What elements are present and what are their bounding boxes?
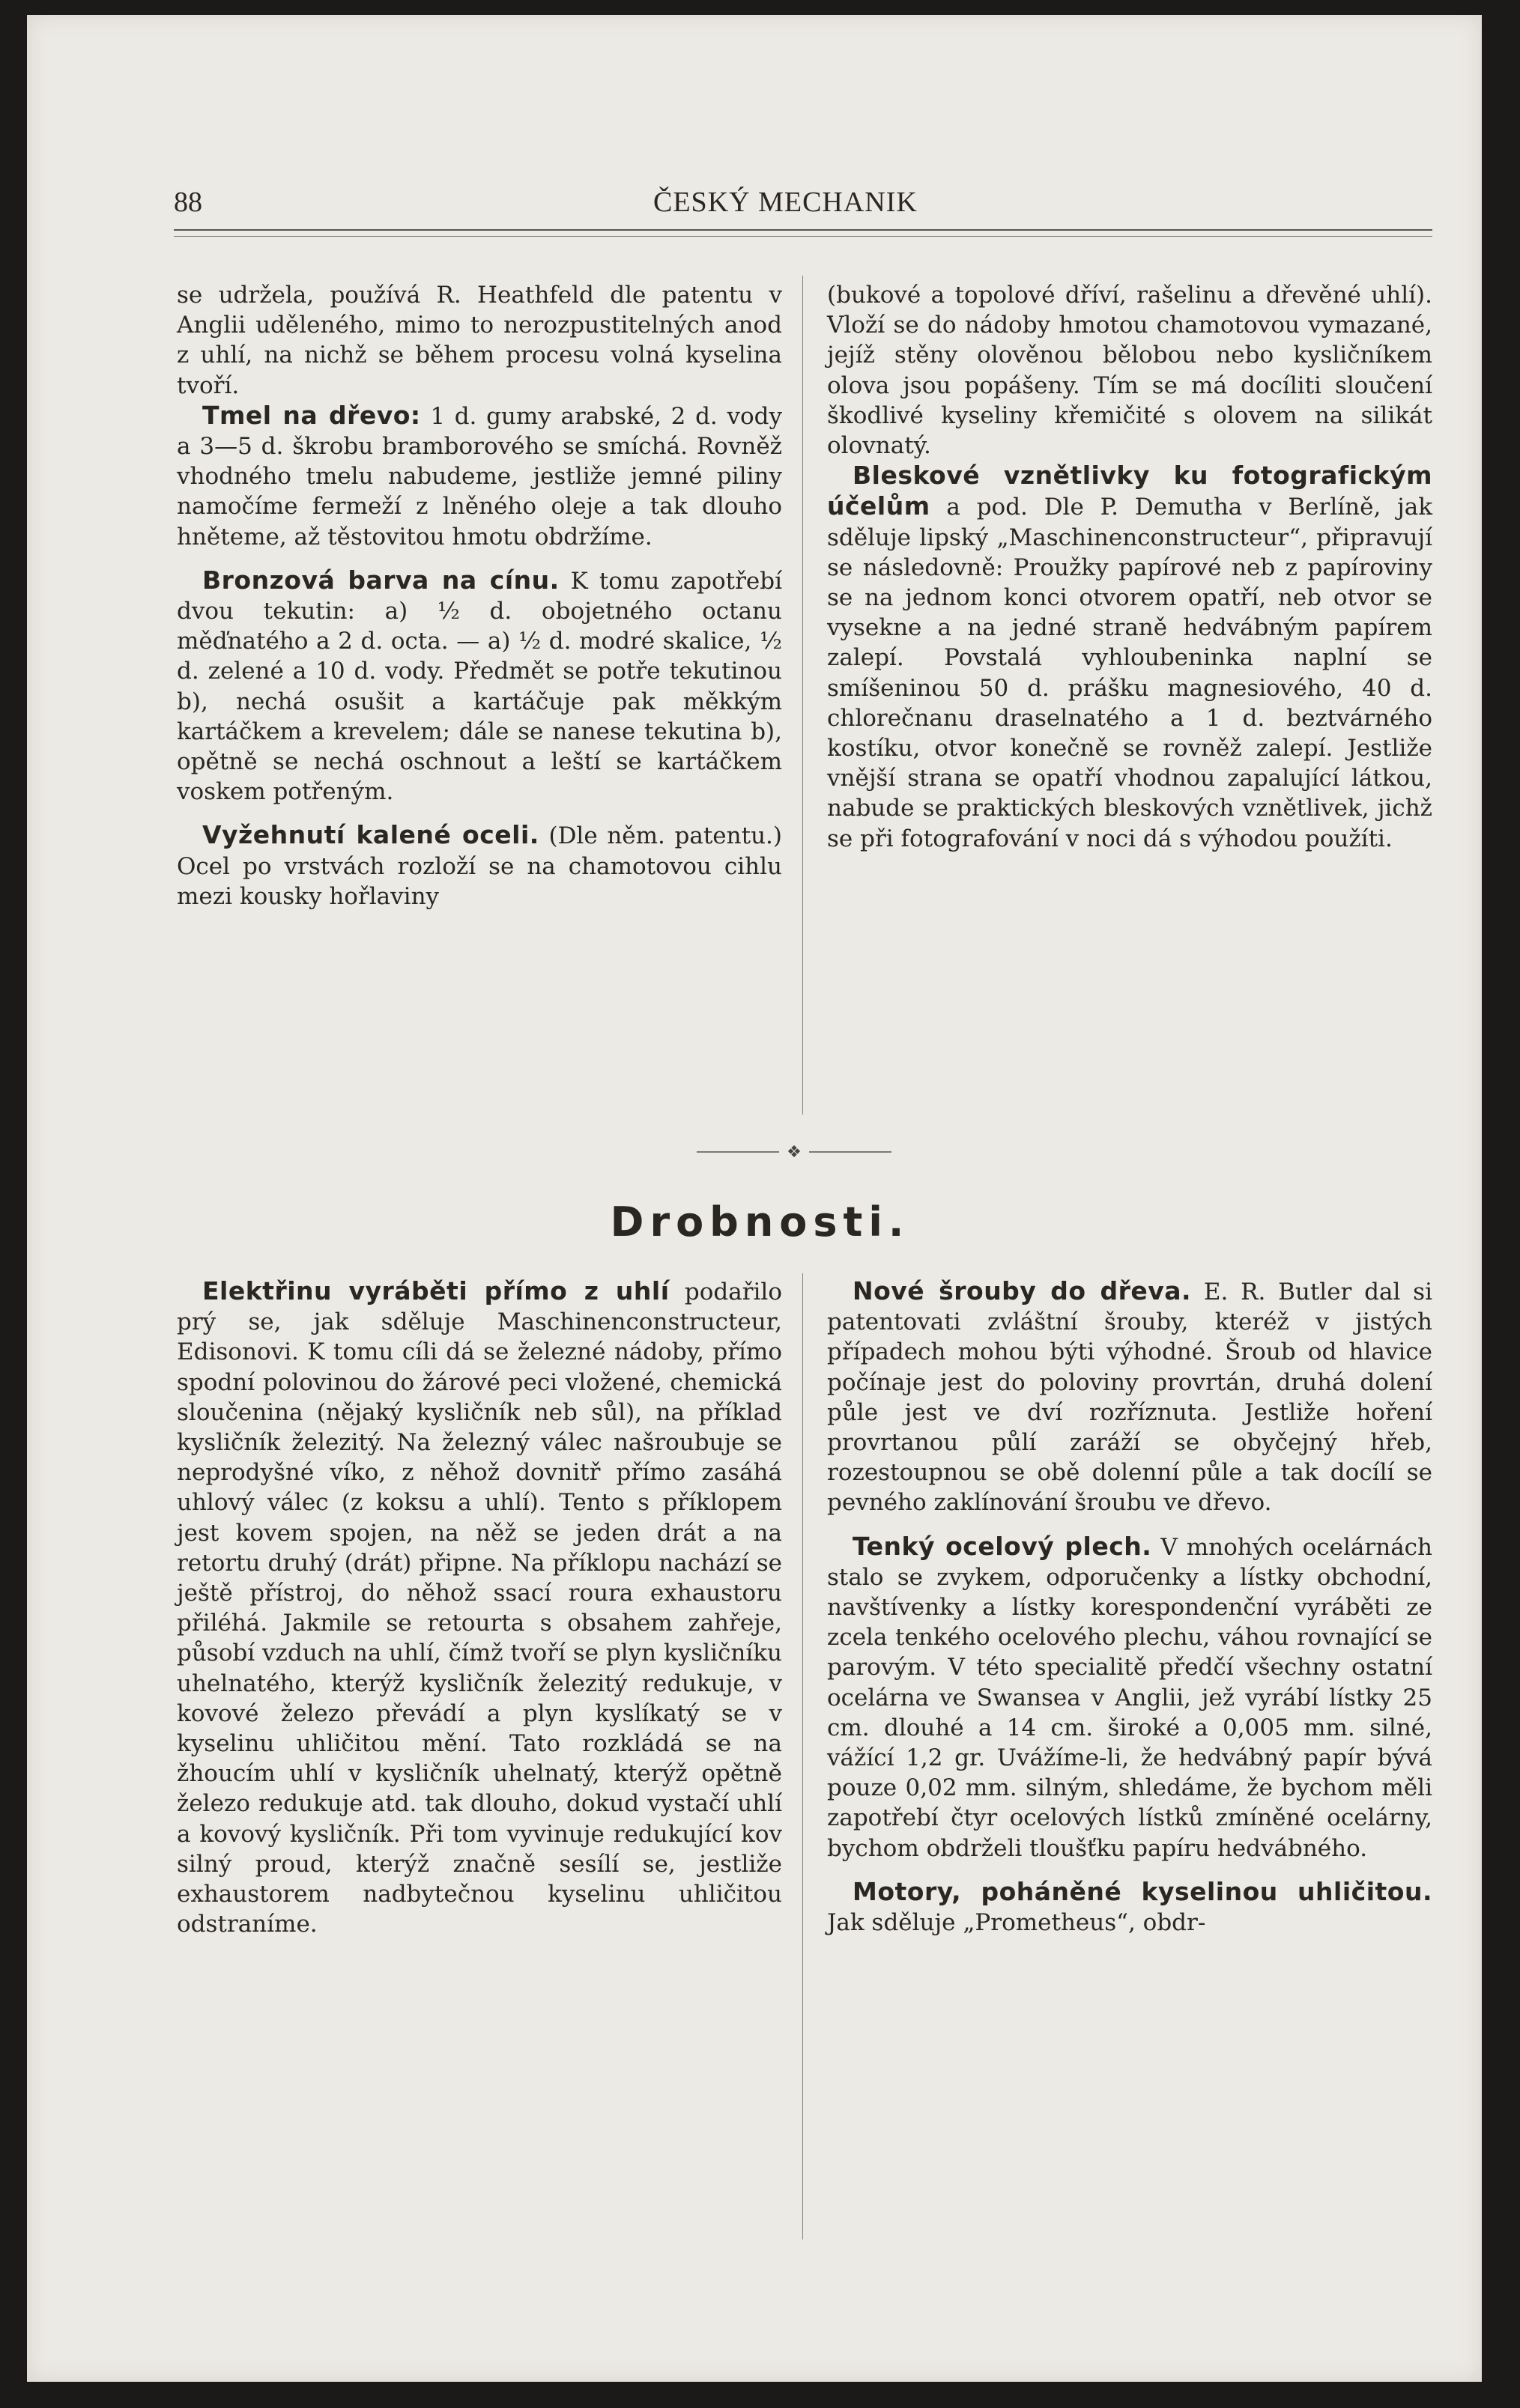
article-elektrina [177, 1276, 782, 1939]
article-heading: Tenký ocelový plech. [853, 1531, 1152, 1561]
article-bronz [177, 565, 782, 807]
article-heading: Motory, poháněné kyselinou uhličitou. [853, 1876, 1432, 1906]
header-rule [174, 229, 1432, 237]
column-divider [802, 1273, 803, 2239]
article-heading: Elektřinu vyráběti přímo z uhlí [202, 1276, 670, 1305]
article-srouby [827, 1276, 1432, 1518]
article-vyzehnuti [177, 820, 782, 912]
running-title: ČESKÝ MECHANIK [653, 186, 918, 218]
section-title: Drobnosti. [610, 1198, 910, 1246]
article-heading: Vyžehnutí kalené oceli. [202, 820, 539, 850]
page-number: 88 [174, 186, 202, 218]
top-right-column [827, 280, 1432, 854]
column-divider [802, 276, 803, 1114]
bottom-right-column [827, 1276, 1432, 1938]
paragraph-heathfeld: se udržela, používá R. Heathfeld dle patentu v Anglii uděleného, mimo to nerozpustitelných anod z uhlí, na nichž se během procesu volná kyselina tvoří. [177, 282, 782, 399]
ornament-divider [697, 1144, 891, 1159]
ornament-glyph: ❖ [787, 1144, 802, 1159]
article-motory [827, 1877, 1432, 1938]
bottom-left-column [177, 1276, 782, 1939]
article-heading: Bronzová barva na cínu. [202, 565, 560, 595]
article-body: a pod. Dle P. Demutha v Berlíně, jak sděluje lipský „Maschinenconstructeur“, připravují se následovně: Proužky papírové neb z papíroviny se na jednom konci otvorem opatří, neb otvor se vysekne a na jedné straně hedvábným papírem zalepí. Povstalá vyhloubeninka naplní se smíšeninou 50 d. prášku magnesiového, 40 d. chlorečnanu draselnatého a 1 d. beztvárného kostíku, otvor konečně se rovněž zalepí. Jestliže vnější strana se opatří vhodnou zapalující látkou, nabude se praktických bleskových vznětlivek, jichž se při fotografování v noci dá s výhodou použíti. [827, 494, 1432, 852]
article-body: E. R. Butler dal si patentovati zvláštní šrouby, kteréž v jistých případech mohou býti výhodné. Šroub od hlavice počínaje jest do poloviny provrtán, druhá dolení půle jest ve dví rozříznuta. Jestliže hoření provrtanou půlí zaráží se obyčejný hřeb, rozestoupnou se obě dolenní půle a tak docílí se pevného zaklínování šroubu ve dřevo. [827, 1279, 1432, 1517]
article-plech [827, 1532, 1432, 1863]
paragraph-bukove: (bukové a topolové dříví, rašelinu a dřevěné uhlí). Vloží se do nádoby hmotou chamotovou vymazané, jejíž stěny olověnou bělobou nebo kysličníkem olova jsou popášeny. Tím se má docíliti sloučení škodlivé kyseliny křemičité s olovem na silikát olovnatý. [827, 282, 1432, 460]
article-body: (Dle něm. patentu.) Ocel po vrstvách rozloží se na chamotovou cihlu mezi kousky hořlaviny [177, 822, 782, 910]
article-body: K tomu zapotřebí dvou tekutin: a) ½ d. obojetného octanu měďnatého a 2 d. octa. — a) ½ d. modré skalice, ½ d. zelené a 10 d. vody. Předmět se potře tekutinou b), nechá osušit a kartáčuje pak měkkým kartáčkem a krevelem; dále se nanese tekutina b), opětně se nechá oschnout a leští se kartáčkem voskem potřeným. [177, 567, 782, 806]
article-body: Jak sděluje „Prometheus“, obdr- [827, 1909, 1206, 1937]
article-heading: Nové šrouby do dřeva. [853, 1276, 1192, 1305]
article-body: V mnohých ocelárnách stalo se zvykem, odporučenky a lístky obchodní, navštívenky a lístky korespondenční vyráběti ze zcela tenkého ocelového plechu, váhou rovnající se parovým. V této specialitě předčí všechny ostatní ocelárna ve Swansea v Anglii, jež vyrábí lístky 25 cm. dlouhé a 14 cm. široké a 0,005 mm. silné, vážící 1,2 gr. Uvážíme-li, že hedvábný papír bývá pouze 0,02 mm. silným, shledáme, že bychom měli zapotřebí čtyr ocelových lístků zmíněné ocelárny, bychom obdrželi tloušťku papíru hedvábného. [827, 1533, 1433, 1862]
article-heading: Tmel na dřevo: [202, 400, 421, 430]
top-left-column [177, 280, 782, 912]
article-body: podařilo prý se, jak sděluje Maschinenconstructeur, Edisonovi. K tomu cíli dá se železné nádoby, přímo spodní polovinou do žárové peci vložené, chemická sloučenina (nějaký kysličník neb sůl), na příklad kysličník železitý. Na železný válec našroubuje se neprodyšné víko, z něhož dovnitř přímo zasáhá uhlový válec (z koksu a uhlí). Tento s příklopem jest kovem spojen, na něž se jeden drát a na retortu druhý (drát) připne. Na příklopu nachází se ještě přístroj, do něhož ssací roura exhaustoru přiléhá. Jakmile se retourta s obsahem zahřeje, působí vzduch na uhlí, čímž tvoří se plyn kysličníku uhelnatého, kterýž kysličník železitý redukuje, v kovové železo převádí a plyn kyslíkatý se v kyselinu uhličitou mění. Tato rozkládá se na žhoucím uhlí v kysličník uhelnatý, kterýž opětně železo redukuje atd. tak dlouho, dokud vystačí uhlí a kovový kysličník. Při tom vyvinuje redukující kov silný proud, kterýž značně sesílí se, jestliže exhaustorem nadbytečnou kyselinu uhličitou odstraníme. [177, 1279, 782, 1938]
article-blesk [827, 461, 1432, 854]
article-body: 1 d. gumy arabské, 2 d. vody a 3—5 d. škrobu bramborového se smíchá. Rovněž vhodného tmelu nabudeme, jestliže jemné piliny namočíme fermeží z lněného oleje a tak dlouho hněteme, až těstovitou hmotu obdržíme. [177, 402, 782, 551]
article-tmel [177, 401, 782, 552]
page-header [174, 186, 1432, 223]
article-heading: Bleskové vznětlivky ku fotografickým účelům [827, 461, 1432, 521]
